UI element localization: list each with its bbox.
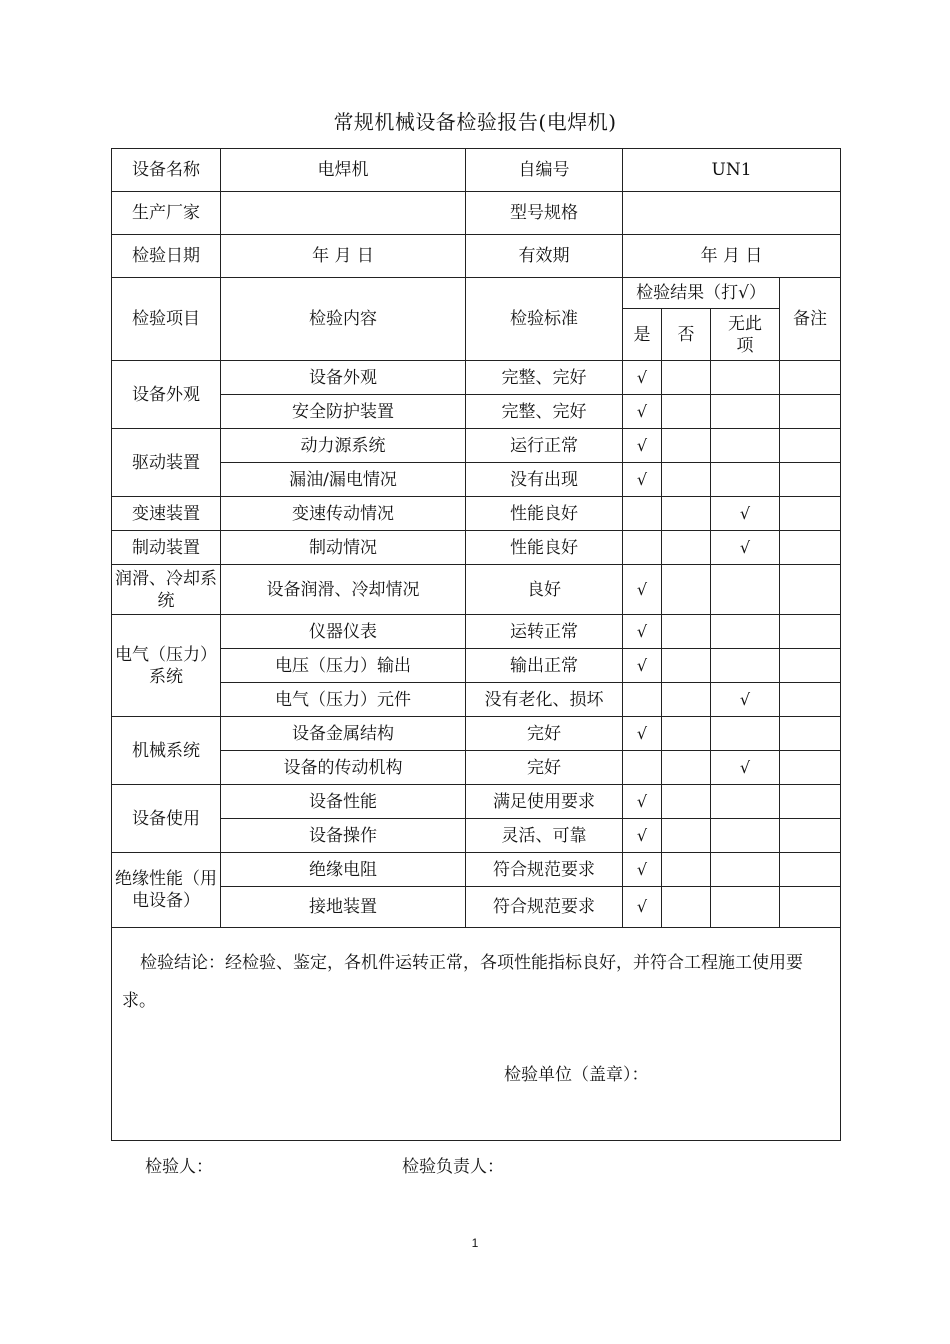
col-standard-header: 检验标准: [466, 278, 623, 361]
result-na-mark: [711, 853, 780, 887]
inspection-standard: 灵活、可靠: [466, 819, 623, 853]
inspection-content: 仪器仪表: [221, 615, 466, 649]
remark-cell: [780, 361, 841, 395]
result-yes-mark: √: [623, 785, 662, 819]
inspection-date-label: 检验日期: [112, 235, 221, 278]
result-no-mark: [662, 531, 711, 565]
result-yes-mark: √: [623, 565, 662, 615]
conclusion-cell: [112, 928, 841, 1141]
inspection-standard: 良好: [466, 565, 623, 615]
inspection-date-value: 年 月 日: [221, 235, 466, 278]
remark-cell: [780, 497, 841, 531]
result-na-mark: [711, 887, 780, 928]
inspection-standard: 完整、完好: [466, 395, 623, 429]
result-no-mark: [662, 361, 711, 395]
inspection-standard: 符合规范要求: [466, 887, 623, 928]
result-no-mark: [662, 395, 711, 429]
inspection-item-group: 设备使用: [112, 785, 221, 853]
result-no-mark: [662, 751, 711, 785]
result-no-mark: [662, 853, 711, 887]
result-na-mark: [711, 565, 780, 615]
inspection-content: 安全防护装置: [221, 395, 466, 429]
result-no-mark: [662, 497, 711, 531]
inspection-item-group: 驱动装置: [112, 429, 221, 497]
col-content-header: 检验内容: [221, 278, 466, 361]
equipment-name-label: 设备名称: [112, 149, 221, 192]
remark-cell: [780, 649, 841, 683]
col-item-header: 检验项目: [112, 278, 221, 361]
inspection-standard: 没有老化、损坏: [466, 683, 623, 717]
result-no-mark: [662, 717, 711, 751]
result-no-mark: [662, 683, 711, 717]
remark-cell: [780, 717, 841, 751]
result-no-mark: [662, 565, 711, 615]
inspection-standard: 运行正常: [466, 429, 623, 463]
result-na-mark: [711, 463, 780, 497]
inspection-standard: 完整、完好: [466, 361, 623, 395]
valid-period-value: 年 月 日: [623, 235, 841, 278]
result-yes-mark: √: [623, 361, 662, 395]
result-yes-mark: √: [623, 615, 662, 649]
serial-number-label: 自编号: [466, 149, 623, 192]
remark-cell: [780, 887, 841, 928]
inspection-standard: 运转正常: [466, 615, 623, 649]
result-yes-mark: [623, 531, 662, 565]
result-no-mark: [662, 785, 711, 819]
result-na-mark: [711, 361, 780, 395]
remark-cell: [780, 531, 841, 565]
remark-cell: [780, 785, 841, 819]
result-yes-mark: √: [623, 853, 662, 887]
table-row: [112, 429, 841, 463]
result-yes-mark: √: [623, 463, 662, 497]
result-na-mark: [711, 615, 780, 649]
result-na-mark: [711, 785, 780, 819]
table-row: [112, 649, 841, 683]
table-row: [112, 819, 841, 853]
col-remark-header: 备注: [780, 278, 841, 361]
supervisor-label: 检验负责人：: [402, 1157, 504, 1177]
remark-cell: [780, 429, 841, 463]
result-na-mark: [711, 395, 780, 429]
remark-cell: [780, 683, 841, 717]
table-row: [112, 887, 841, 928]
col-na-header: 无此项: [711, 309, 780, 361]
table-row: [112, 853, 841, 887]
remark-cell: [780, 615, 841, 649]
result-no-mark: [662, 615, 711, 649]
equipment-name-value: 电焊机: [221, 149, 466, 192]
result-yes-mark: [623, 497, 662, 531]
table-row: [112, 615, 841, 649]
table-row: [112, 751, 841, 785]
result-yes-mark: √: [623, 429, 662, 463]
inspection-content: 动力源系统: [221, 429, 466, 463]
inspection-standard: 符合规范要求: [466, 853, 623, 887]
result-na-mark: √: [711, 683, 780, 717]
inspection-content: 设备外观: [221, 361, 466, 395]
result-yes-mark: [623, 751, 662, 785]
inspection-standard: 完好: [466, 751, 623, 785]
result-yes-mark: √: [623, 819, 662, 853]
conclusion-row: [112, 928, 841, 1141]
inspection-item-group: 设备外观: [112, 361, 221, 429]
result-no-mark: [662, 463, 711, 497]
model-value: [623, 192, 841, 235]
remark-cell: [780, 395, 841, 429]
table-row: [112, 565, 841, 615]
result-yes-mark: [623, 683, 662, 717]
manufacturer-value: [221, 192, 466, 235]
inspection-standard: 完好: [466, 717, 623, 751]
inspection-content: 设备润滑、冷却情况: [221, 565, 466, 615]
inspection-item-group: 润滑、冷却系统: [112, 565, 221, 615]
remark-cell: [780, 819, 841, 853]
result-yes-mark: √: [623, 717, 662, 751]
inspection-standard: 满足使用要求: [466, 785, 623, 819]
inspection-standard: 输出正常: [466, 649, 623, 683]
result-na-mark: [711, 649, 780, 683]
inspection-standard: 性能良好: [466, 531, 623, 565]
page-number: 1: [471, 1236, 479, 1250]
result-no-mark: [662, 819, 711, 853]
result-na-mark: √: [711, 751, 780, 785]
inspection-content: 电压（压力）输出: [221, 649, 466, 683]
table-row: [112, 785, 841, 819]
inspection-content: 电气（压力）元件: [221, 683, 466, 717]
result-na-mark: [711, 429, 780, 463]
remark-cell: [780, 751, 841, 785]
manufacturer-label: 生产厂家: [112, 192, 221, 235]
inspection-standard: 性能良好: [466, 497, 623, 531]
inspection-item-group: 变速装置: [112, 497, 221, 531]
serial-number-value: UN1: [623, 149, 841, 192]
table-row: [112, 683, 841, 717]
inspection-item-group: 绝缘性能（用电设备）: [112, 853, 221, 928]
remark-cell: [780, 463, 841, 497]
inspection-content: 设备金属结构: [221, 717, 466, 751]
result-yes-mark: √: [623, 395, 662, 429]
inspection-content: 设备的传动机构: [221, 751, 466, 785]
inspection-item-group: 机械系统: [112, 717, 221, 785]
remark-cell: [780, 565, 841, 615]
inspection-content: 接地装置: [221, 887, 466, 928]
stamp-label: 检验单位（盖章）：: [504, 1065, 649, 1085]
result-na-mark: [711, 819, 780, 853]
inspection-content: 绝缘电阻: [221, 853, 466, 887]
table-row: [112, 463, 841, 497]
conclusion-block: [112, 928, 840, 1140]
result-yes-mark: √: [623, 649, 662, 683]
inspection-content: 设备性能: [221, 785, 466, 819]
inspection-item-group: 电气（压力）系统: [112, 615, 221, 717]
inspection-standard: 没有出现: [466, 463, 623, 497]
table-row: [112, 531, 841, 565]
model-label: 型号规格: [466, 192, 623, 235]
inspection-content: 漏油/漏电情况: [221, 463, 466, 497]
valid-period-label: 有效期: [466, 235, 623, 278]
result-no-mark: [662, 429, 711, 463]
col-no-header: 否: [662, 309, 711, 361]
table-row: [112, 497, 841, 531]
column-header-row: [112, 278, 841, 309]
result-na-mark: √: [711, 497, 780, 531]
conclusion-text: 检验结论：经检验、鉴定，各机件运转正常，各项性能指标良好，并符合工程施工使用要求。: [122, 953, 803, 1011]
result-na-mark: √: [711, 531, 780, 565]
col-result-header: 检验结果（打√）: [623, 278, 780, 309]
col-yes-header: 是: [623, 309, 662, 361]
table-row: [112, 717, 841, 751]
report-title: 常规机械设备检验报告(电焊机): [333, 110, 617, 134]
header-row-maker: [112, 192, 841, 235]
inspection-table: [111, 148, 841, 1141]
inspection-item-group: 制动装置: [112, 531, 221, 565]
table-row: [112, 395, 841, 429]
inspection-content: 变速传动情况: [221, 497, 466, 531]
table-row: [112, 361, 841, 395]
inspection-content: 设备操作: [221, 819, 466, 853]
result-yes-mark: √: [623, 887, 662, 928]
header-row-date: [112, 235, 841, 278]
result-na-mark: [711, 717, 780, 751]
inspection-content: 制动情况: [221, 531, 466, 565]
result-no-mark: [662, 649, 711, 683]
result-no-mark: [662, 887, 711, 928]
inspector-label: 检验人：: [145, 1157, 213, 1177]
remark-cell: [780, 853, 841, 887]
header-row-name: [112, 149, 841, 192]
